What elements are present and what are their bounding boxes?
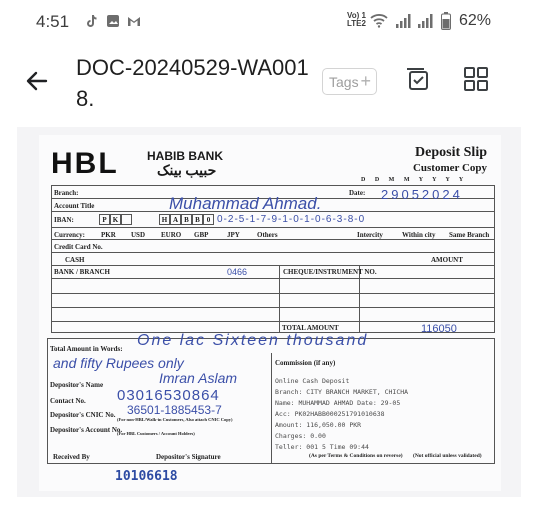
not-official-note: (Not official unless validated) [413,453,482,459]
credit-card-label: Credit Card No. [54,243,103,251]
currency-jpy: JPY [227,231,240,239]
slip-title: Deposit Slip [415,145,487,160]
tiktok-icon [84,13,100,29]
wifi-icon [370,12,388,28]
hbl-logo: HBL [51,147,119,180]
add-tag-icon: + [360,71,371,91]
iban-cell: A [170,214,181,225]
handwritten-iban: 0-2-5-1-7-9-1-0-1-0-6-3-8-0 [217,214,366,225]
gmail-icon [126,13,142,29]
date-label: Date: [349,189,366,197]
within-city-label: Within city [402,231,436,239]
branch-label: Branch: [54,189,79,197]
cnic-note: (For non-HBL/Walk-in Customers, Also attach CNIC Copy) [117,417,233,422]
iban-cell: B [181,214,192,225]
handwritten-date: 29052024 [381,187,463,202]
depositor-name-label: Depositor's Name [50,381,104,389]
bank-name-urdu: حبیب بینک [157,164,217,179]
validation-line: Charges: 0.00 [275,432,326,440]
network-type-label: Vo) 1 LTE2 [347,11,366,28]
signal-1-icon [395,13,411,29]
slip-number: 10106618 [115,469,178,484]
date-format-header: D D M M Y Y Y Y [361,177,468,183]
commission-label: Commission (if any) [275,359,336,367]
tags-button[interactable] [322,68,377,95]
handwritten-amount-words-1: One lac Sixteen thousand [137,332,369,349]
iban-cell: B [192,214,203,225]
cnic-label: Depositor's CNIC No. [50,411,116,419]
cash-label: CASH [65,256,85,264]
handwritten-amount-words-2: and fifty Rupees only [53,355,184,371]
validation-line: Online Cash Deposit [275,377,350,385]
grid-view-icon[interactable] [463,66,489,92]
iban-cell: K [110,214,121,225]
currency-usd: USD [131,231,146,239]
status-bar [0,0,538,42]
handwritten-branch-code: 0466 [227,267,248,277]
account-no-label: Depositor's Account No. [50,426,123,434]
battery-percentage: 62% [459,12,492,29]
iban-label: IBAN: [54,216,74,224]
back-arrow-icon[interactable] [22,66,52,96]
handwritten-cnic: 36501-1885453-7 [127,403,222,417]
same-branch-label: Same Branch [449,231,490,239]
app-bar [0,42,538,116]
currency-euro: EURO [161,231,182,239]
status-time: 4:51 [36,12,70,31]
account-note: (For HBL Customers / Account Holders) [117,431,195,436]
handwritten-account-title: Muhammad Ahmad. [169,194,322,213]
currency-pkr: PKR [101,231,116,239]
amount-label: AMOUNT [431,256,463,264]
validation-line: Amount: 116,050.00 PKR [275,421,362,429]
signal-2-icon [417,13,433,29]
document-viewer[interactable] [17,127,521,497]
tags-label: Tags [329,74,359,90]
currency-gbp: GBP [194,231,209,239]
contact-label: Contact No. [50,397,86,405]
validation-line: Branch: CITY BRANCH MARKET, CHICHA [275,388,409,396]
total-amount-label: TOTAL AMOUNT [282,324,339,332]
battery-icon [441,12,451,30]
iban-cell: 0 [203,214,214,225]
slip-subtitle: Customer Copy [412,162,487,174]
document-title: DOC-20240529-WA0018. [76,55,309,111]
account-title-label: Account Title [54,202,95,210]
iban-cell: H [159,214,170,225]
validation-line: Teller: 001 5 Time 09:44 [275,443,369,451]
image-icon [105,13,121,29]
iban-cell: P [99,214,110,225]
select-checkbox-icon[interactable] [405,66,431,92]
handwritten-contact: 03016530864 [117,387,220,404]
iban-cell [121,214,132,225]
validation-line: Acc: PK02HABB000251791010638 [275,410,385,418]
handwritten-depositor-name: Imran Aslam [159,370,238,386]
terms-note: (As per Terms & Conditions on reverse) [309,453,403,459]
bank-name: HABIB BANK [147,149,223,163]
currency-others: Others [257,231,278,239]
signature-label: Depositor's Signature [156,453,221,461]
received-by-label: Received By [53,453,90,461]
intercity-label: Intercity [357,231,383,239]
amount-in-words-label: Total Amount in Words: [50,345,123,353]
validation-line: Name: MUHAMMAD AHMAD Date: 29-05 [275,399,401,407]
cheque-label: CHEQUE/INSTRUMENT NO. [283,268,377,276]
bank-branch-label: BANK / BRANCH [54,268,111,276]
currency-label: Currency: [54,231,85,239]
deposit-slip-image [39,135,501,491]
handwritten-total: 116050 [421,323,457,335]
